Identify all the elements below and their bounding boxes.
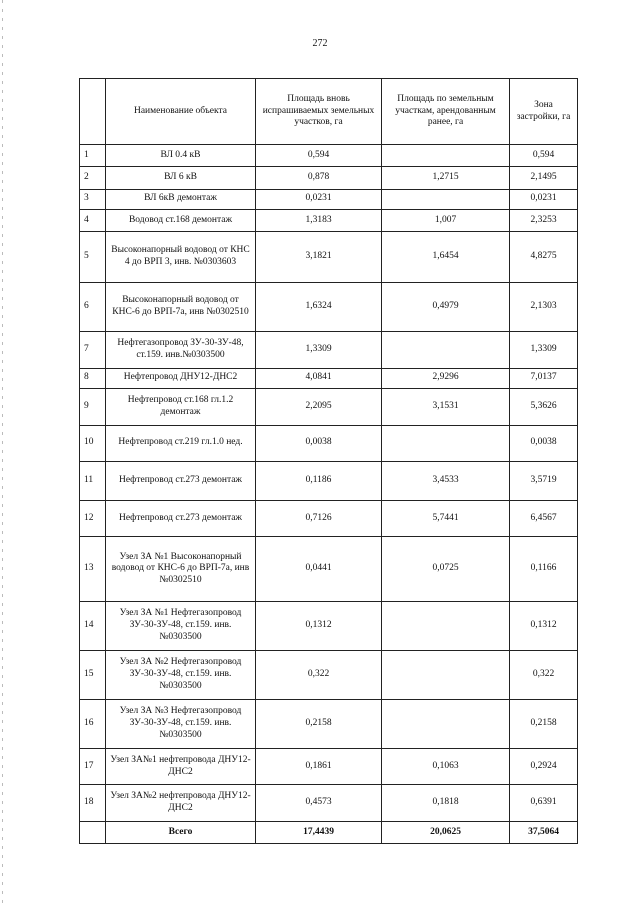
row-number-cell: 16: [80, 699, 106, 748]
row-number-cell: 1: [80, 145, 106, 167]
leased-area-cell: 3,4533: [382, 462, 510, 501]
row-number-cell: 11: [80, 462, 106, 501]
table-header-row: [80, 79, 578, 145]
zone-cell: 4,8275: [510, 232, 578, 283]
leased-area-cell: [382, 699, 510, 748]
table-row: [80, 699, 578, 748]
zone-cell: 1,3309: [510, 332, 578, 369]
zone-cell: 0,0231: [510, 189, 578, 209]
row-number-cell: 4: [80, 210, 106, 232]
leased-area-cell: 3,1531: [382, 388, 510, 425]
total-label-cell: Всего: [106, 822, 256, 844]
leased-area-cell: 0,0725: [382, 537, 510, 602]
zone-cell: 3,5719: [510, 462, 578, 501]
zone-cell: 2,1303: [510, 283, 578, 332]
object-name-cell: Нефтегазопровод ЗУ-30-ЗУ-48, ст.159. инв.№0303500: [106, 332, 256, 369]
zone-cell: 0,322: [510, 651, 578, 700]
row-number-cell: 15: [80, 651, 106, 700]
new-area-cell: 0,878: [256, 167, 382, 189]
new-area-cell: 0,0441: [256, 537, 382, 602]
table-row: [80, 368, 578, 388]
header-zone: Зона застройки, га: [510, 79, 578, 145]
object-name-cell: Узел ЗА №1 Нефтегазопровод ЗУ-30-ЗУ-48, ст.159. инв.№0303500: [106, 602, 256, 651]
zone-cell: 0,0038: [510, 425, 578, 462]
row-number-cell: 17: [80, 748, 106, 785]
leased-area-cell: 2,9296: [382, 368, 510, 388]
header-leased-area: Площадь по земельным участкам, арендованным ранее, га: [382, 79, 510, 145]
object-name-cell: Узел ЗА№1 нефтепровода ДНУ12-ДНС2: [106, 748, 256, 785]
table-row: [80, 210, 578, 232]
leased-area-cell: [382, 602, 510, 651]
row-number-cell: 12: [80, 500, 106, 537]
land-plots-table: [79, 78, 578, 844]
object-name-cell: Нефтепровод ст.273 демонтаж: [106, 462, 256, 501]
object-name-cell: Узел ЗА №1 Высоконапорный водовод от КНС-6 до ВРП-7а, инв №0302510: [106, 537, 256, 602]
leased-area-cell: [382, 425, 510, 462]
zone-cell: 0,6391: [510, 785, 578, 822]
new-area-cell: 0,1312: [256, 602, 382, 651]
object-name-cell: ВЛ 6 кВ: [106, 167, 256, 189]
zone-cell: 0,1166: [510, 537, 578, 602]
new-area-cell: 3,1821: [256, 232, 382, 283]
new-area-cell: 2,2095: [256, 388, 382, 425]
table-row: [80, 785, 578, 822]
leased-area-cell: [382, 651, 510, 700]
new-area-cell: 0,322: [256, 651, 382, 700]
object-name-cell: Нефтепровод ст.219 гл.1.0 нед.: [106, 425, 256, 462]
zone-cell: 0,2924: [510, 748, 578, 785]
leased-area-cell: 0,1063: [382, 748, 510, 785]
new-area-cell: 0,1861: [256, 748, 382, 785]
header-number: [80, 79, 106, 145]
object-name-cell: Нефтепровод ДНУ12-ДНС2: [106, 368, 256, 388]
new-area-cell: 0,4573: [256, 785, 382, 822]
row-number-cell: 9: [80, 388, 106, 425]
leased-area-cell: 1,2715: [382, 167, 510, 189]
leased-area-cell: 1,007: [382, 210, 510, 232]
row-number-cell: 3: [80, 189, 106, 209]
row-number-cell: 6: [80, 283, 106, 332]
object-name-cell: Узел ЗА №3 Нефтегазопровод ЗУ-30-ЗУ-48, ст.159. инв.№0303500: [106, 699, 256, 748]
new-area-cell: 0,2158: [256, 699, 382, 748]
object-name-cell: Водовод ст.168 демонтаж: [106, 210, 256, 232]
new-area-cell: 1,3309: [256, 332, 382, 369]
table-row: [80, 283, 578, 332]
new-area-cell: 0,0038: [256, 425, 382, 462]
total-zone-cell: 37,5064: [510, 822, 578, 844]
object-name-cell: Узел ЗА№2 нефтепровода ДНУ12-ДНС2: [106, 785, 256, 822]
header-object-name: Наименование объекта: [106, 79, 256, 145]
new-area-cell: 1,3183: [256, 210, 382, 232]
leased-area-cell: [382, 332, 510, 369]
row-number-cell: 13: [80, 537, 106, 602]
leased-area-cell: [382, 145, 510, 167]
new-area-cell: 4,0841: [256, 368, 382, 388]
table-row: [80, 425, 578, 462]
table-row: [80, 462, 578, 501]
new-area-cell: 0,7126: [256, 500, 382, 537]
table-row: [80, 167, 578, 189]
zone-cell: 6,4567: [510, 500, 578, 537]
total-leased-area-cell: 20,0625: [382, 822, 510, 844]
row-number-cell: 5: [80, 232, 106, 283]
page-number: 272: [312, 38, 328, 49]
object-name-cell: ВЛ 6кВ демонтаж: [106, 189, 256, 209]
zone-cell: 0,1312: [510, 602, 578, 651]
leased-area-cell: 0,1818: [382, 785, 510, 822]
row-number-cell: 10: [80, 425, 106, 462]
total-number-cell: [80, 822, 106, 844]
table-row: [80, 748, 578, 785]
new-area-cell: 0,1186: [256, 462, 382, 501]
leased-area-cell: 5,7441: [382, 500, 510, 537]
total-row: [80, 822, 578, 844]
leased-area-cell: 0,4979: [382, 283, 510, 332]
zone-cell: 7,0137: [510, 368, 578, 388]
object-name-cell: ВЛ 0.4 кВ: [106, 145, 256, 167]
zone-cell: 0,2158: [510, 699, 578, 748]
leased-area-cell: 1,6454: [382, 232, 510, 283]
table-row: [80, 232, 578, 283]
table-row: [80, 602, 578, 651]
zone-cell: 0,594: [510, 145, 578, 167]
table-row: [80, 500, 578, 537]
zone-cell: 2,1495: [510, 167, 578, 189]
object-name-cell: Нефтепровод ст.273 демонтаж: [106, 500, 256, 537]
object-name-cell: Нефтепровод ст.168 гл.1.2 демонтаж: [106, 388, 256, 425]
zone-cell: 5,3626: [510, 388, 578, 425]
new-area-cell: 0,0231: [256, 189, 382, 209]
object-name-cell: Узел ЗА №2 Нефтегазопровод ЗУ-30-ЗУ-48, ст.159. инв.№0303500: [106, 651, 256, 700]
scan-edge-mark: [2, 0, 3, 905]
total-new-area-cell: 17,4439: [256, 822, 382, 844]
new-area-cell: 0,594: [256, 145, 382, 167]
table-row: [80, 145, 578, 167]
table-row: [80, 388, 578, 425]
new-area-cell: 1,6324: [256, 283, 382, 332]
table-row: [80, 189, 578, 209]
header-new-area: Площадь вновь испрашиваемых земельных участков, га: [256, 79, 382, 145]
row-number-cell: 18: [80, 785, 106, 822]
row-number-cell: 2: [80, 167, 106, 189]
row-number-cell: 7: [80, 332, 106, 369]
row-number-cell: 14: [80, 602, 106, 651]
object-name-cell: Высоконапорный водовод от КНС 4 до ВРП 3, инв. №0303603: [106, 232, 256, 283]
table-row: [80, 651, 578, 700]
leased-area-cell: [382, 189, 510, 209]
object-name-cell: Высоконапорный водовод от КНС-6 до ВРП-7а, инв №0302510: [106, 283, 256, 332]
table-row: [80, 537, 578, 602]
zone-cell: 2,3253: [510, 210, 578, 232]
table-row: [80, 332, 578, 369]
row-number-cell: 8: [80, 368, 106, 388]
